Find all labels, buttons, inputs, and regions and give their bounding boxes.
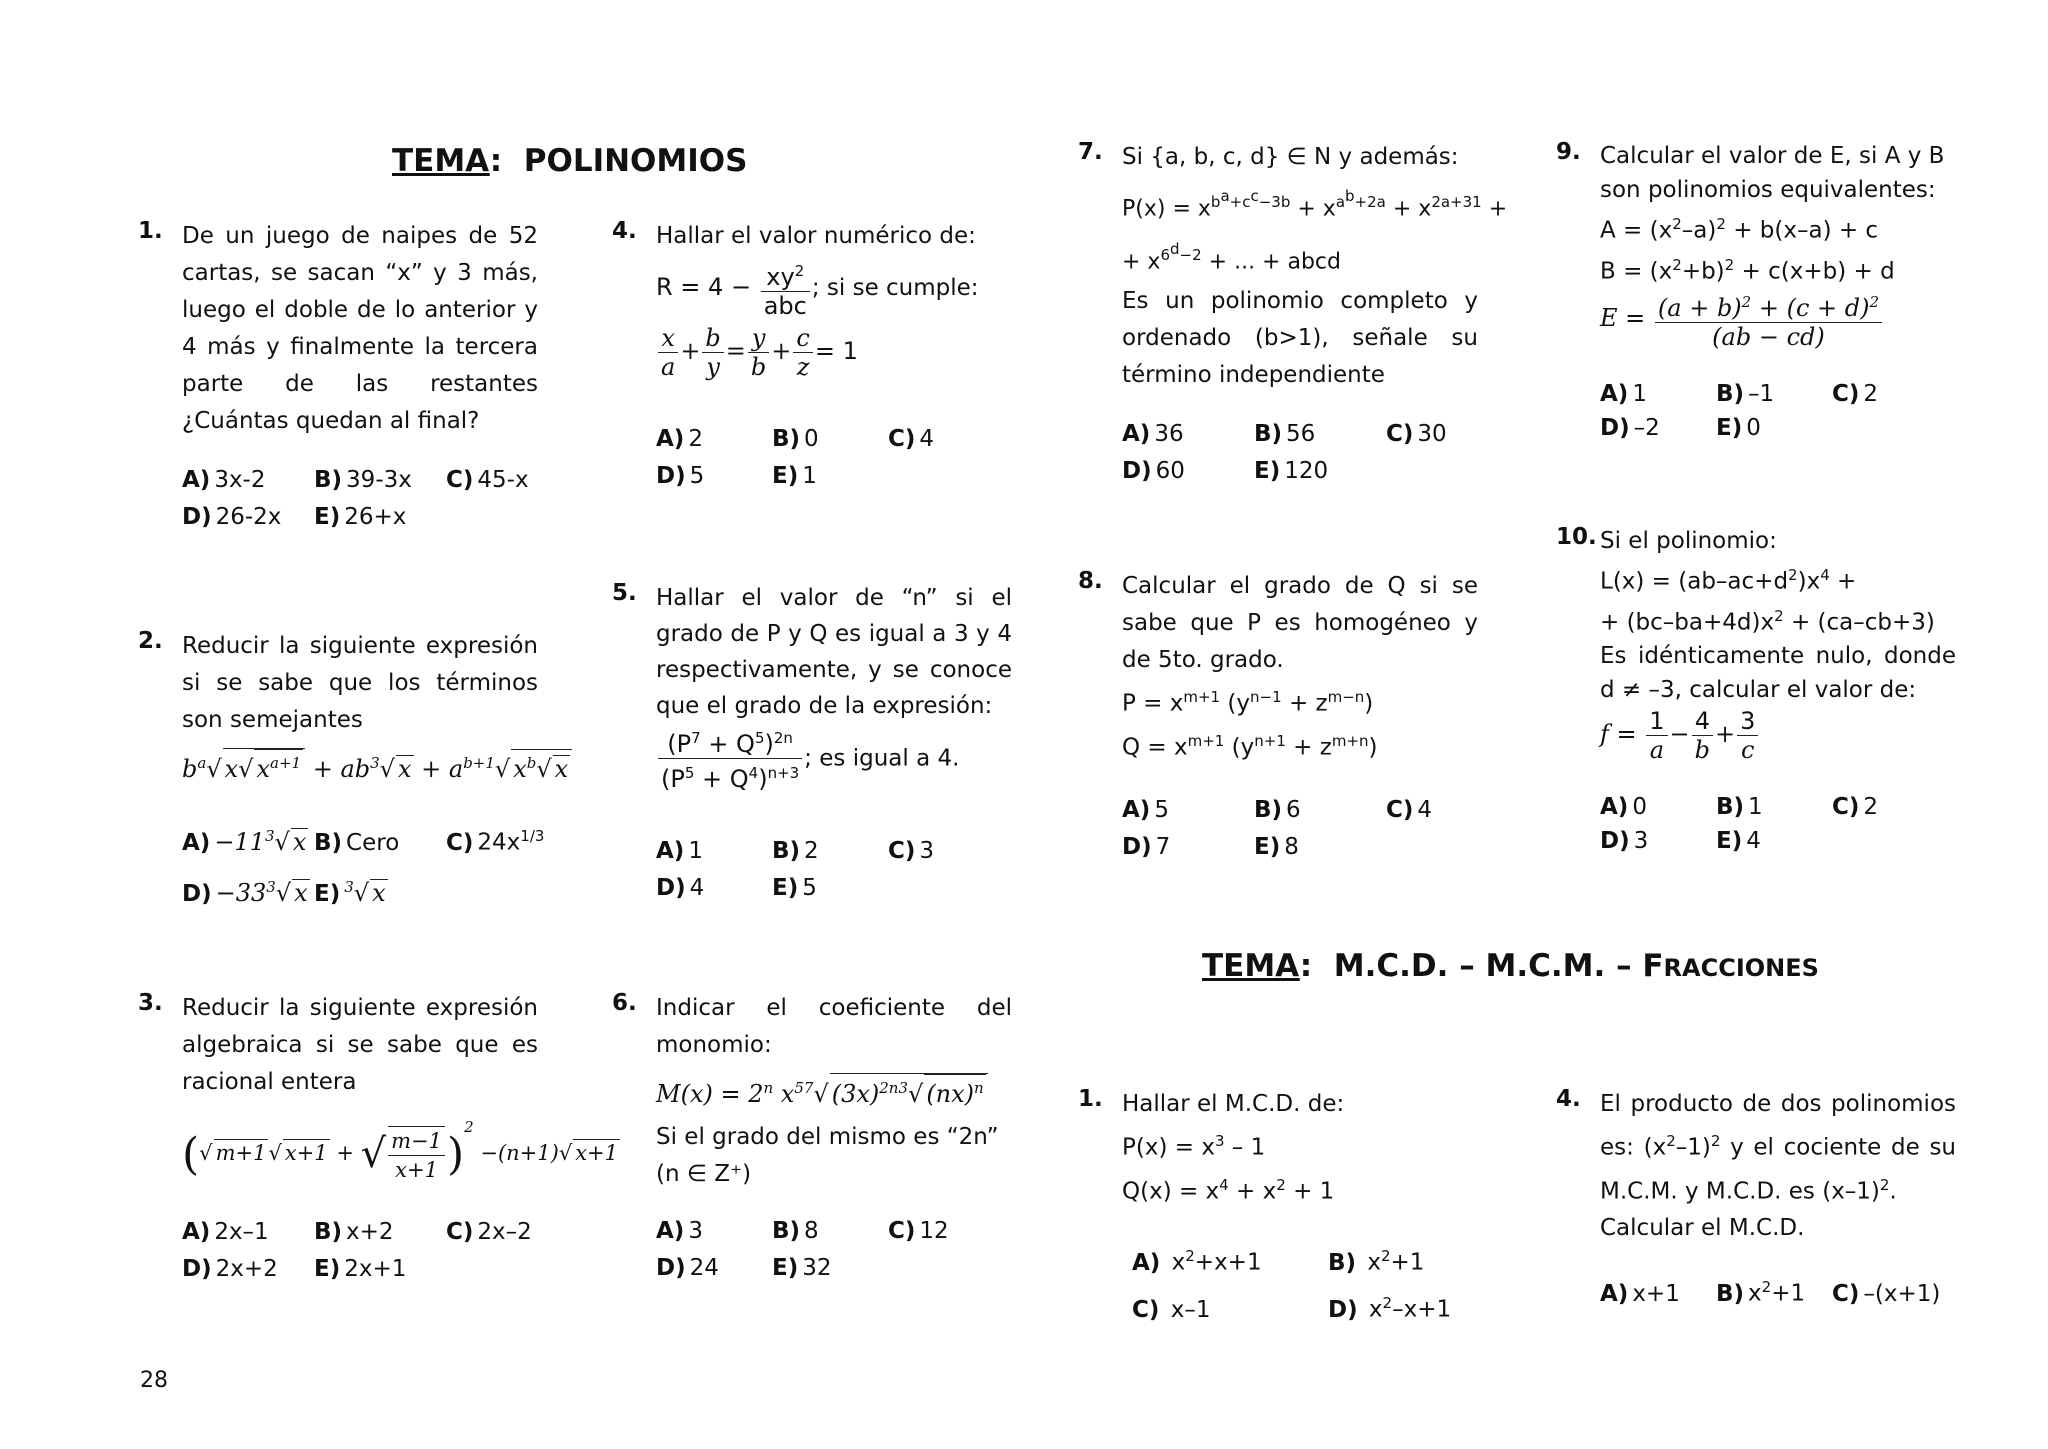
question-2 <box>138 628 569 916</box>
option-d[interactable]: D) 60 <box>1122 457 1185 484</box>
question-number: 5. <box>612 580 637 606</box>
question-text: Calcular el valor de E, si A y B son polinomios equivalentes: <box>1600 143 1945 203</box>
option-d[interactable]: D) 5 <box>656 463 705 489</box>
option-a[interactable]: A) 1 <box>1600 381 1647 408</box>
option-d[interactable]: D) 7 <box>1122 834 1171 861</box>
expression-b: $B = (x^2+b)^2 + c(x+b) + d$ <box>1600 255 1895 285</box>
question-10 <box>1556 524 1956 858</box>
question-s4 <box>1556 1086 1956 1313</box>
option-d[interactable]: D) 2x+2 <box>182 1255 278 1282</box>
option-c[interactable]: C) 45-x <box>446 467 529 493</box>
question-9 <box>1556 139 1956 445</box>
question-number: 4. <box>1556 1086 1581 1112</box>
question-number: 6. <box>612 990 637 1016</box>
option-a[interactable]: A) 3x-2 <box>182 467 266 493</box>
expression: (√ m+1√ x+1 + √ $\frac{m-1}{x+1}$ )$^2$ −(n+1)√ x+1 <box>182 1118 619 1182</box>
option-c[interactable]: C) 4 <box>1386 797 1433 824</box>
option-e[interactable]: E) 5 <box>772 875 817 901</box>
option-b[interactable]: B) x+2 <box>314 1218 394 1245</box>
option-d[interactable]: D) 26-2x <box>182 504 282 530</box>
option-d[interactable]: D) –2 <box>1600 415 1660 442</box>
expression-cont: + $x^{6^d-2}$ + ... + abcd <box>1122 240 1341 275</box>
expression: $b^a√$ x√ $x^{a+1} + ab^3√$ $x + a^{b+1}√$ $x^b√$ x <box>182 745 538 788</box>
answer-options <box>1600 790 1956 858</box>
page-number: 28 <box>140 1368 168 1393</box>
option-b[interactable]: B) 56 <box>1254 420 1316 447</box>
question-number: 4. <box>612 218 637 244</box>
option-a[interactable]: A) x+1 <box>1600 1280 1680 1307</box>
option-d[interactable]: D) 4 <box>656 875 705 901</box>
option-a[interactable]: A) 3 <box>656 1218 703 1244</box>
option-c[interactable]: C) 2x–2 <box>446 1218 532 1245</box>
question-text: Calcular el grado de Q si se sabe que P es homogéneo y de 5to. grado. <box>1122 573 1478 673</box>
question-1 <box>138 218 538 536</box>
question-4 <box>612 218 1012 495</box>
tema-label: TEMA <box>392 143 490 179</box>
answer-options <box>1600 377 1956 445</box>
question-text: Reducir la siguiente expresión algebraica si se sabe que es racional entera <box>182 995 538 1095</box>
question-number: 2. <box>138 628 163 654</box>
option-a[interactable]: A) 1 <box>656 838 703 864</box>
option-c[interactable]: C) 4 <box>888 426 935 452</box>
section-title-mcd-mcm: TEMA: M.C.D. – M.C.M. – FRACCIONES <box>1202 948 1819 984</box>
answer-options <box>182 462 538 536</box>
question-number: 3. <box>138 990 163 1016</box>
option-e[interactable]: E) 32 <box>772 1255 832 1281</box>
answer-options <box>656 1213 1012 1287</box>
question-text-2: Calcular el M.C.D. <box>1600 1215 1805 1242</box>
option-d[interactable]: D) 24 <box>656 1255 719 1281</box>
question-text: Indicar el coeficiente del monomio: <box>656 995 1012 1058</box>
option-e[interactable]: E) 26+x <box>314 504 407 530</box>
option-c[interactable]: C) x–1 <box>1132 1296 1211 1323</box>
option-a[interactable]: A) $x^2+x+1$ <box>1132 1247 1262 1276</box>
expression-p: $P(x) = x^3 - 1$ <box>1122 1132 1266 1161</box>
option-c[interactable]: C) $24x^{1/3}$ <box>446 827 545 856</box>
answer-options <box>1600 1269 1956 1313</box>
question-number: 10. <box>1556 524 1597 550</box>
question-number: 8. <box>1078 568 1103 594</box>
section-title-text: M.C.D. – M.C.M. – FRACCIONES <box>1333 948 1819 984</box>
option-e[interactable]: E) $^3$√ x <box>314 878 386 907</box>
expression: $\frac{(P^7 + Q^5)^{2n}}{(P^5 + Q^4)^{n+3}}$ ; es igual a 4. <box>656 724 1012 793</box>
question-text: Hallar el valor numérico de: <box>656 223 976 249</box>
expression-q: $Q = x^{m+1}$ $(y^{n+1} + z^{m+n})$ <box>1122 731 1378 761</box>
option-c[interactable]: C) –(x+1) <box>1832 1280 1941 1307</box>
question-number: 1. <box>138 218 163 244</box>
option-a[interactable]: $A) -11^3√$ x <box>182 827 307 856</box>
option-c[interactable]: C) 2 <box>1832 794 1879 821</box>
option-a[interactable]: A) 0 <box>1600 794 1647 821</box>
option-b[interactable]: B) $x^2+1$ <box>1328 1247 1425 1276</box>
question-8 <box>1078 568 1478 866</box>
expression-e: E = $\frac{(a + b)^2 + (c + d)^2}{(ab - cd)}$ <box>1600 288 1956 351</box>
option-d[interactable]: D) 3 <box>1600 828 1649 855</box>
option-a[interactable]: A) 36 <box>1122 420 1184 447</box>
expression-f: f = $\frac{1}{a}$ − $\frac{4}{b}$ + $\frac{3}{c}$ <box>1600 707 1956 764</box>
question-text: Reducir la siguiente expresión si se sabe que los términos son semejantes <box>182 633 538 733</box>
option-b[interactable]: B) 8 <box>772 1218 819 1244</box>
option-e[interactable]: E) 1 <box>772 463 817 489</box>
question-text: Si el polinomio: <box>1600 528 1777 554</box>
question-text: Hallar el M.C.D. de: <box>1122 1091 1345 1117</box>
option-b[interactable]: B) 2 <box>772 838 819 864</box>
answer-options <box>656 421 1012 495</box>
answer-options <box>656 833 1012 907</box>
option-b[interactable]: B) 1 <box>1716 794 1763 821</box>
expression: $M(x) = 2^n$ $x^{57}√$ $(3x)^{2n3}√$ (nx)$^n$ <box>656 1070 1012 1113</box>
option-c[interactable]: C) 30 <box>1386 420 1447 447</box>
question-5 <box>612 580 1012 907</box>
question-text-2: Es un polinomio completo y ordenado (b>1), señale su término independiente <box>1122 287 1478 388</box>
question-6 <box>612 990 1012 1287</box>
option-b[interactable]: B) 6 <box>1254 797 1301 824</box>
question-text-3: (n ∈ Z⁺) <box>656 1161 752 1187</box>
option-b[interactable]: B) 39-3x <box>314 467 412 493</box>
answer-options <box>182 814 545 916</box>
option-a[interactable]: A) 2x–1 <box>182 1218 269 1245</box>
option-e[interactable]: E) 4 <box>1716 828 1761 855</box>
answer-options <box>1132 1236 1498 1329</box>
question-text-2: Es idénticamente nulo, donde d ≠ –3, calcular el valor de: <box>1600 643 1956 704</box>
option-e[interactable]: E) 8 <box>1254 834 1299 861</box>
option-c[interactable]: C) 12 <box>888 1218 949 1244</box>
answer-options <box>1122 416 1478 490</box>
option-b[interactable]: B) $x^2+1$ <box>1716 1278 1806 1307</box>
option-d[interactable]: $D) -33^3√$ x <box>182 878 308 907</box>
question-3 <box>138 990 619 1288</box>
option-b[interactable]: B) Cero <box>314 830 400 856</box>
condition-expression: $\frac{x}{a}$ + $\frac{b}{y}$ = $\frac{y}{b}$ + $\frac{c}{z}$ = 1 <box>656 324 1012 381</box>
question-number: 7. <box>1078 139 1103 165</box>
answer-options <box>182 1214 538 1288</box>
expression-p: $P = x^{m+1}$ $(y^{n-1} + z^{m-n})$ <box>1122 688 1374 717</box>
option-a[interactable]: A) 2 <box>656 426 703 452</box>
question-7 <box>1078 139 1508 490</box>
section-title-polinomios: TEMA: POLINOMIOS <box>392 143 748 179</box>
option-d[interactable]: D) $x^2-x+1$ <box>1328 1293 1452 1323</box>
question-text-2: Si el grado del mismo es “2n” <box>656 1124 999 1150</box>
question-text: Hallar el valor de “n” si el grado de P y Q es igual a 3 y 4 respectivamente, y se conoce que el grado de la expresión: <box>656 585 1012 719</box>
option-b[interactable]: B) 0 <box>772 426 819 452</box>
expression-a: $A = (x^2-a)^2 + b(x-a) + c$ <box>1600 215 1879 244</box>
expression: $P(x) = x^{b^a+c^c-3b} + x^{a^b+2a} + x^{2a+31}$ + <box>1122 187 1508 222</box>
option-e[interactable]: E) 2x+1 <box>314 1255 407 1282</box>
option-b[interactable]: B) –1 <box>1716 381 1775 408</box>
option-e[interactable]: E) 0 <box>1716 415 1761 442</box>
option-a[interactable]: A) 5 <box>1122 797 1169 824</box>
option-c[interactable]: C) 3 <box>888 838 935 864</box>
question-number: 1. <box>1078 1086 1103 1112</box>
expression-q: $Q(x) = x^4 + x^2 + 1$ <box>1122 1175 1335 1205</box>
option-e[interactable]: E) 120 <box>1254 457 1329 484</box>
section-title-text: POLINOMIOS <box>523 143 748 179</box>
question-s1 <box>1078 1086 1498 1330</box>
expression: R = 4 − $\frac{xy^2}{\text{abc}}$ ; si se cumple: <box>656 257 1012 320</box>
question-text: Si {a, b, c, d} ∈ N y además: <box>1122 144 1459 170</box>
tema-label: TEMA <box>1202 948 1300 984</box>
answer-options <box>1122 792 1478 866</box>
expression-l: $L(x) = (ab-ac+d^2)x^4$ + <box>1600 566 1857 595</box>
question-text: De un juego de naipes de 52 cartas, se sacan “x” y 3 más, luego el doble de lo anterior y 4 más y finalmente la tercera parte de las restantes ¿Cuántas quedan al final? <box>182 223 538 434</box>
question-text: El producto de dos polinomios es: $(x^2-1)^2$ y el cociente de su M.C.M. y M.C.D. es $(x-1)^2$. <box>1600 1091 1957 1205</box>
expression-l-cont: + $(bc-ba+4d)x^2 + (ca-cb+3)$ <box>1600 606 1935 636</box>
option-c[interactable]: C) 2 <box>1832 381 1879 408</box>
question-number: 9. <box>1556 139 1581 165</box>
